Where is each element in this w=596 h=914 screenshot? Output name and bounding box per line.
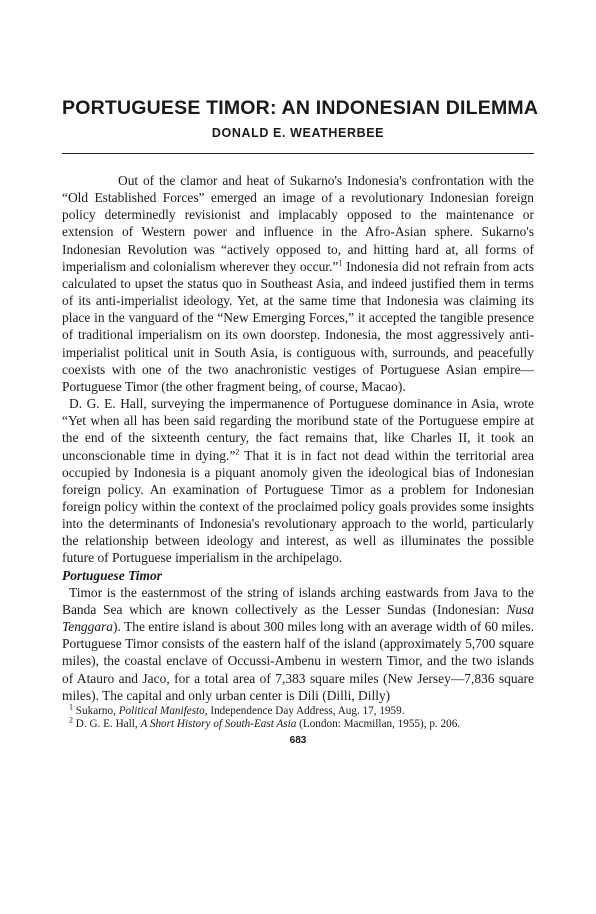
footnote-2: $^2$ D. G. E. Hall, A Short History of South-East Asia (London: Macmillan, 1955), p. 206. <box>69 715 461 731</box>
footnote-1: $^1$ Sukarno, Political Manifesto, Independence Day Address, Aug. 17, 1959. <box>69 702 405 717</box>
article-page <box>62 96 539 747</box>
page-number: 683 <box>289 735 307 747</box>
section-heading: Portuguese Timor <box>62 567 162 583</box>
paragraph-intro: Out of the clamor and heat of Sukarno's Indonesia's confrontation with the “Old Established Forces” emerged an image of a revolutionary Indonesian foreign policy determinedly revisionist and implacably opposed to the maintenance or extension of Western power and influence in the Afro-Asian sphere. Sukarno's Indonesian Revolution was “actively opposed to, and hitting hard at, all forms of imperialism and colonialism wherever they occur.”$^1$ Indonesia did not refrain from acts calculated to upset the status quo in Southeast Asia, and indeed justified them in terms of its anti-imperialist ideology. Yet, at the same time that Indonesia was claiming its place in the vanguard of the “New Emerging Forces,” it accepted the tangible presence of traditional imperialism on its own doorstep. Indonesia, the most aggressively anti-imperialist political unit in South Asia, is contiguous with, surrounds, and peacefully coexists with one of the two anachronistic vestiges of Portuguese Asian empire—Portuguese Timor (the other fragment being, of course, Macao). <box>62 173 534 394</box>
article-title: PORTUGUESE TIMOR: AN INDONESIAN DILEMMA <box>62 97 539 119</box>
footnote-ref-2: 2 <box>235 447 240 457</box>
paragraph-geography: Timor is the easternmost of the string of islands arching eastwards from Java to the Banda Sea which are known collectively as the Lesser Sundas (Indonesian: Nusa Tenggara). The entire island is about 300 miles long with an average width of 60 miles. Portuguese Timor consists of the eastern half of the island (approximately 5,700 square miles), the coastal enclave of Occussi-Ambenu in western Timor, and the two islands of Atauro and Jaco, for a total area of 7,383 square miles (New Jersey—7,836 square miles). The capital and only urban center is Dili (Dilli, Dilly) <box>62 584 534 703</box>
title-divider <box>62 153 534 154</box>
paragraph-hall: D. G. E. Hall, surveying the impermanence of Portuguese dominance in Asia, wrote “Yet when all has been said regarding the moribund state of the Portuguese empire at the end of the sixteenth century, the fact remains that, like Charles II, it took an unconscionable time in dying.”$^2$ That it is in fact not dead within the territorial area occupied by Indonesia is a piquant anomoly given the ideological bias of Indonesian foreign policy. An examination of Portuguese Timor as a problem for Indonesian foreign policy within the context of the proclaimed policy goals provides some insights into the determinants of Indonesia's revolutionary approach to the world, particularly the relationship between ideology and interest, as well as illuminates the possible future of Portuguese imperialism in the archipelago. <box>62 396 534 566</box>
footnotes <box>62 702 534 732</box>
footnote-ref-1: 1 <box>338 258 343 268</box>
article-author: DONALD E. WEATHERBEE <box>211 126 385 140</box>
article-body <box>62 172 534 704</box>
